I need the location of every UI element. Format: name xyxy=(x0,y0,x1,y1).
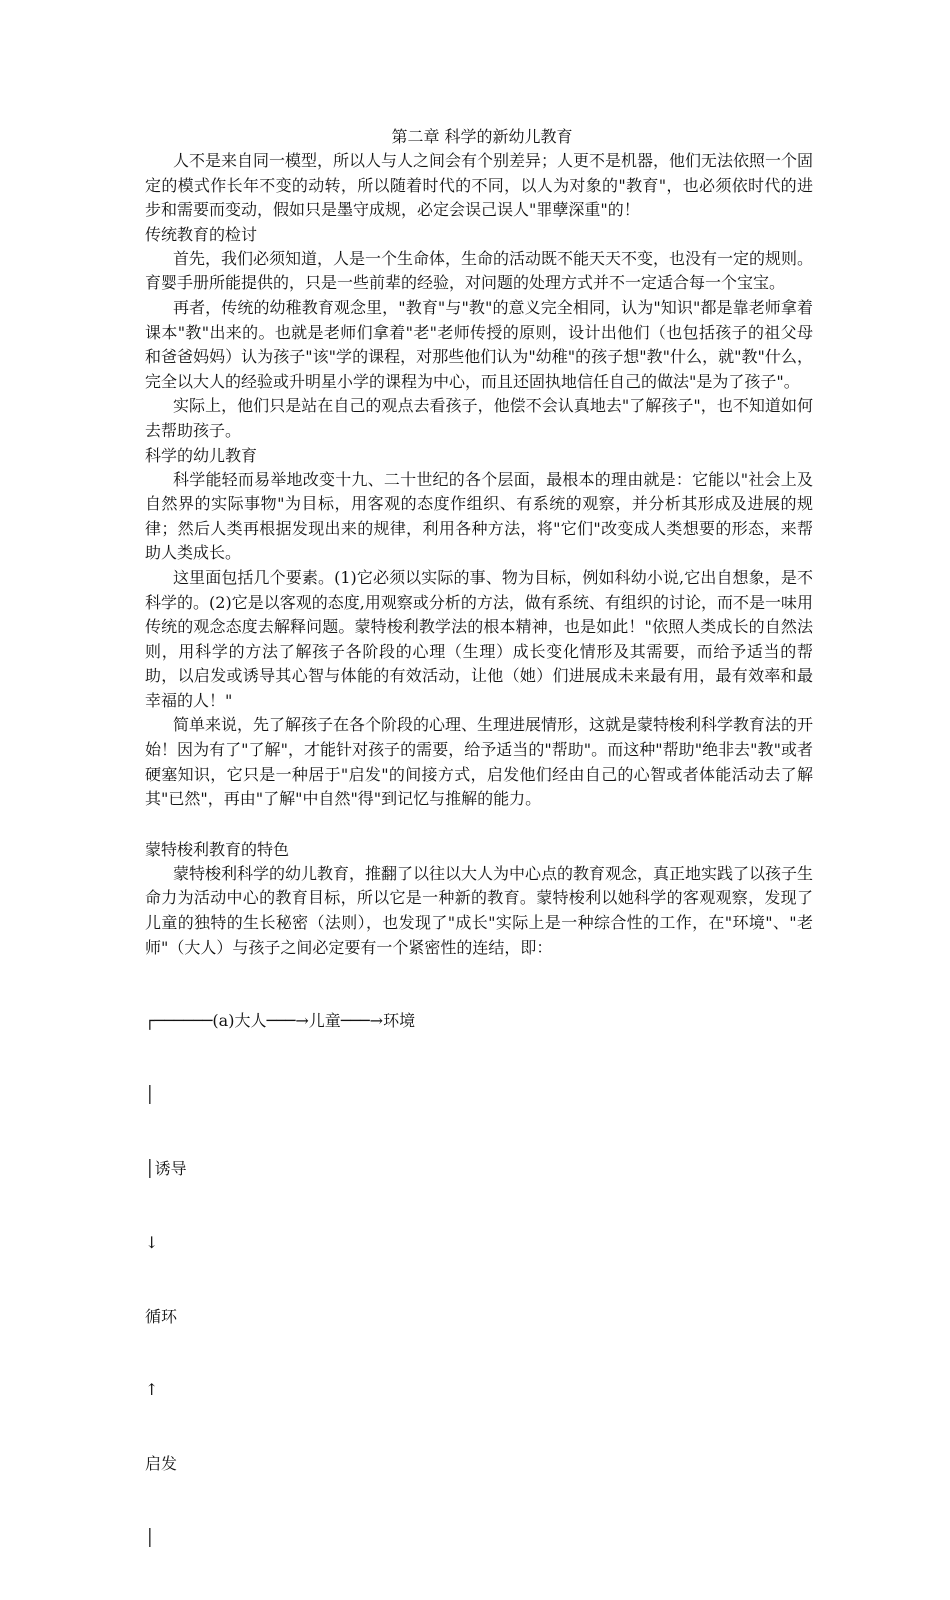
diagram-line: 循环 xyxy=(145,1306,178,1326)
section-heading-traditional: 传统教育的检讨 xyxy=(145,224,258,244)
section-heading-scientific: 科学的幼儿教育 xyxy=(145,445,258,465)
intro-paragraph: 人不是来自同一模型，所以人与人之间会有个别差异；人更不是机器，他们无法依照一个固定的模式作长年不变的动转，所以随着时代的不同，以人为对象的"教育"，也必须依时代的进步和需要而变动，假如只是墨守成规，必定会误己误人"罪孽深重"的！ xyxy=(145,151,814,220)
paragraph: 实际上，他们只是站在自己的观点去看孩子，他偿不会认真地去"了解孩子"，也不知道如何去帮助孩子。 xyxy=(145,396,813,440)
paragraph: 简单来说，先了解孩子在各个阶段的心理、生理进展情形，这就是蒙特梭利科学教育法的开始！因为有了"了解"，才能针对孩子的需要，给予适当的"帮助"。而这种"帮助"绝非去"教"或者硬塞知识，它只是一种居于"启发"的间接方式，启发他们经由自己的心智或者体能活动去了解其"已然"，再由"了解"中自然"得"到记忆与推解的能力。 xyxy=(145,715,814,809)
diagram-line: │ xyxy=(145,1527,155,1547)
paragraph: 科学能轻而易举地改变十九、二十世纪的各个层面，最根本的理由就是：它能以"社会上及自然界的实际事物"为目标，用客观的态度作组织、有系统的观察，并分析其形成及进展的规律；然后人类再根据发现出来的规律，利用各种方法，将"它们"改变成人类想要的形态，来帮助人类成长。 xyxy=(145,469,813,563)
document-body xyxy=(145,125,813,1600)
chapter-title: 第二章 科学的新幼儿教育 xyxy=(391,127,573,146)
blank-line xyxy=(145,812,813,838)
diagram-line: │ xyxy=(145,1085,155,1105)
paragraph: 蒙特梭利科学的幼儿教育，推翻了以往以大人为中心点的教育观念，真正地实践了以孩子生命力为活动中心的教育目标，所以它是一种新的教育。蒙特梭利以她科学的客观观察，发现了儿童的独特的生长秘密（法则），也发现了"成长"实际上是一种综合性的工作，在"环境"、"老师"（大人）与孩子之间必定要有一个紧密性的连结，即： xyxy=(145,863,814,957)
diagram-line: ↑ xyxy=(145,1380,159,1400)
paragraph: 再者，传统的幼稚教育观念里，"教育"与"教"的意义完全相同，认为"知识"都是靠老师拿着课本"教"出来的。也就是老师们拿着"老"老师传授的原则，设计出他们（也包括孩子的祖父母和爸爸妈妈）认为孩子"该"学的课程，对那些他们认为"幼稚"的孩子想"教"什么，就"教"什么，完全以大人的经验或升明星小学的课程为中心，而且还固执地信任自己的做法"是为了孩子"。 xyxy=(145,297,813,391)
paragraph: 首先，我们必须知道，人是一个生命体，生命的活动既不能天天不变，也没有一定的规则。育婴手册所能提供的，只是一些前辈的经验，对问题的处理方式并不一定适合每一个宝宝。 xyxy=(145,248,814,293)
relationship-diagram xyxy=(145,960,813,1599)
section-heading-montessori: 蒙特梭利教育的特色 xyxy=(145,839,290,859)
diagram-line: ┌──────(a)大人───→儿童───→环境 xyxy=(145,1011,416,1031)
diagram-line: ↓ xyxy=(145,1232,159,1252)
diagram-line: 启发 xyxy=(145,1454,178,1474)
paragraph: 这里面包括几个要素。(1)它必须以实际的事、物为目标，例如科幼小说,它出自想象，是不科学的。(2)它是以客观的态度,用观察或分析的方法，做有系统、有组织的讨论，而不是一味用传统的观念态度去解释问题。蒙特梭利教学法的根本精神，也是如此！"依照人类成长的自然法则，用科学的方法了解孩子各阶段的心理（生理）成长变化情形及其需要，而给予适当的帮助，以启发或诱导其心智与体能的有效活动，让他（她）们进展成未来最有用，最有效率和最幸福的人！" xyxy=(145,567,813,710)
diagram-line: │诱导 xyxy=(145,1158,187,1178)
